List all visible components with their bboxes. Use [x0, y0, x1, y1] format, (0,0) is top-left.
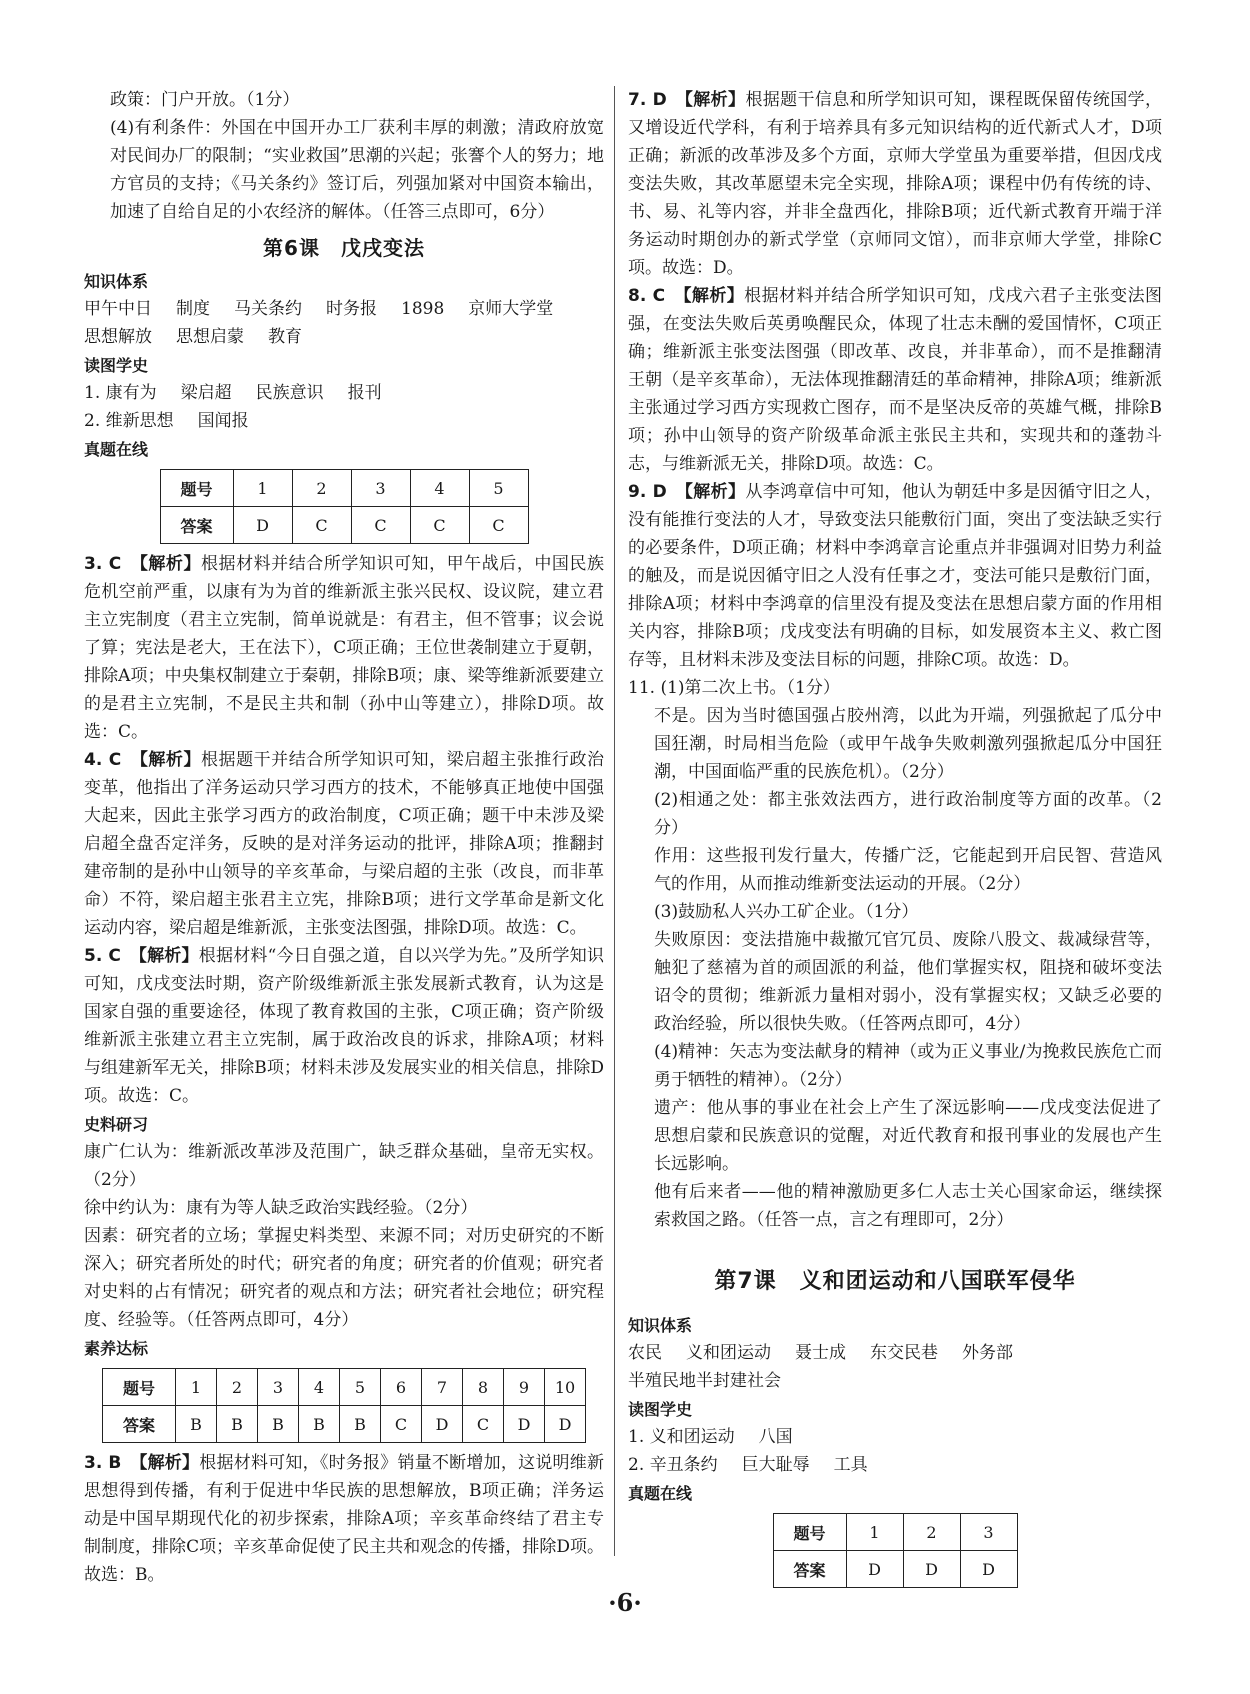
table-cell: 5 [340, 1369, 381, 1406]
table-cell: 7 [422, 1369, 463, 1406]
keyword: 梁启超 [180, 383, 232, 403]
section-heading-sources: 史料研习 [84, 1115, 149, 1134]
table-cell: C [381, 1406, 422, 1443]
item-label: 4. C 【解析】 [84, 750, 201, 770]
keyword-line [84, 407, 604, 435]
keyword: 思想解放 [84, 327, 152, 347]
item-label: 3. B 【解析】 [84, 1453, 200, 1473]
keyword: 民族意识 [255, 383, 324, 403]
table-cell: D [960, 1551, 1017, 1588]
explanation-item [84, 746, 604, 942]
item-text: 根据材料并结合所学知识可知，甲午战后，中国民族危机空前严重，以康有为为首的维新派主张兴民权、设议院，建立君主立宪制度（君主立宪制，简单说就是：有君主，但不管事；议会说了算；宪法是老大，王在法下），C项正确；王位世袭制建立于夏朝，排除A项；中央集权制建立于秦朝，排除B项；康、梁等维新派要建立的是君主立宪制，不是民主共和制（孙中山等建立），排除D项。故选：C。 [84, 554, 604, 742]
keyword-line [628, 1339, 1162, 1367]
table-cell: 8 [463, 1369, 504, 1406]
answer-line: (3)鼓励私人兴办工矿企业。（1分） [654, 902, 919, 922]
table-cell: B [217, 1406, 258, 1443]
item-label: 9. D 【解析】 [628, 482, 746, 502]
table-cell: B [299, 1406, 340, 1443]
answer-line: 他有后来者——他的精神激励更多仁人志士关心国家命运，继续探索救国之路。（任答一点，言之有理即可，2分） [654, 1182, 1162, 1230]
explanation-item [628, 86, 1162, 282]
keyword-line [628, 1423, 1162, 1451]
keyword: 制度 [176, 299, 210, 319]
table-cell: C [292, 507, 351, 544]
keyword-line [628, 1367, 1162, 1395]
keyword-line [628, 1451, 1162, 1479]
keyword: 国闻报 [197, 411, 249, 431]
keyword: 1. 康有为 [84, 383, 157, 403]
explanation-item [628, 478, 1162, 674]
table-cell: C [469, 507, 528, 544]
answer-line: 作用：这些报刊发行量大，传播广泛，它能起到开启民智、营造风气的作用，从而推动维新变法运动的开展。（2分） [654, 846, 1162, 894]
table-header-cell: 题号 [773, 1514, 846, 1551]
keyword-line [84, 295, 604, 323]
keyword: 报刊 [347, 383, 382, 403]
keyword: 思想启蒙 [176, 327, 244, 347]
section-heading-image: 读图学史 [628, 1400, 693, 1419]
item-text: 根据材料可知，《时务报》销量不断增加，这说明维新思想得到传播，有利于促进中华民族的思想解放，B项正确；洋务运动是中国早期现代化的初步探索，排除A项；辛亥革命终结了君主专制制度，排除C项；辛亥革命促使了民主共和观念的传播，排除D项。故选：B。 [84, 1453, 604, 1585]
table-cell: 3 [351, 470, 410, 507]
table-header-cell: 答案 [103, 1406, 176, 1443]
keyword: 聂士成 [795, 1343, 846, 1363]
table-cell: 1 [846, 1514, 903, 1551]
table-cell: 4 [410, 470, 469, 507]
item-text: 根据题干并结合所学知识可知，梁启超主张推行政治变革，他指出了洋务运动只学习西方的技术，不能够真正地使中国强大起来，因此主张学习西方的政治制度，C项正确；题干中未涉及梁启超全盘否定洋务，反映的是对洋务运动的批评，排除A项；推翻封建帝制的是孙中山领导的辛亥革命，与梁启超的主张（改良，而非革命）不符，梁启超主张君主立宪，排除B项；进行文学革命是新文化运动内容，梁启超是维新派，主张变法图强，排除D项。故选：C。 [84, 750, 604, 938]
table-cell: 2 [217, 1369, 258, 1406]
keyword: 教育 [268, 327, 302, 347]
table-cell: B [340, 1406, 381, 1443]
item-label: 3. C 【解析】 [84, 554, 201, 574]
table-cell: 3 [960, 1514, 1017, 1551]
table-cell: D [545, 1406, 586, 1443]
item-label: 8. C 【解析】 [628, 286, 745, 306]
table-cell: C [463, 1406, 504, 1443]
keyword: 京师大学堂 [468, 299, 554, 319]
answer-line: 不是。因为当时德国强占胶州湾，以此为开端，列强掀起了瓜分中国狂潮，时局相当危险（或甲午战争失败刺激列强掀起瓜分中国狂潮，中国面临严重的民族危机）。（2分） [654, 706, 1162, 782]
table-cell: C [351, 507, 410, 544]
item-text: 从李鸿章信中可知，他认为朝廷中多是因循守旧之人，没有能推行变法的人才，导致变法只能敷衍门面，突出了变法缺乏实行的必要条件，D项正确；材料中李鸿章言论重点并非强调对旧势力利益的触及，而是说因循守旧之人没有任事之才，变法可能只是敷衍门面，排除A项；材料中李鸿章的信里没有提及变法在思想启蒙方面的作用相关内容，排除B项；戊戌变法有明确的目标，如发展资本主义、救亡图存等，且材料未涉及变法目标的问题，排除C项。故选：D。 [628, 482, 1163, 670]
table-header-cell: 题号 [103, 1369, 176, 1406]
keyword: 2. 辛丑条约 [628, 1455, 718, 1475]
lesson-7-title: 第7课 义和团运动和八国联军侵华 [714, 1269, 1076, 1294]
table-header-cell: 答案 [773, 1551, 846, 1588]
keyword: 八国 [758, 1427, 793, 1447]
right-column [628, 86, 1162, 1594]
paragraph: 徐中约认为：康有为等人缺乏政治实践经验。（2分） [84, 1198, 478, 1218]
keyword: 巨大耻辱 [741, 1455, 810, 1475]
answer-line: 11. (1)第二次上书。（1分） [628, 678, 840, 698]
keyword: 工具 [833, 1455, 868, 1475]
keyword: 外务部 [962, 1343, 1013, 1363]
paragraph: 因素：研究者的立场；掌握史料类型、来源不同；对历史研究的不断深入；研究者所处的时代；研究者的角度；研究者的价值观；研究者对史料的占有情况；研究者的观点和方法；研究者社会地位；研究程度、经验等。（任答两点即可，4分） [84, 1226, 604, 1330]
table-cell: 1 [176, 1369, 217, 1406]
paragraph: (4)有利条件：外国在中国开办工厂获利丰厚的刺激；清政府放宽对民间办厂的限制；“实业救国”思潮的兴起；张謇个人的努力；地方官员的支持；《马关条约》签订后，列强加紧对中国资本输出，加速了自给自足的小农经济的解体。（任答三点即可，6分） [110, 118, 604, 222]
keyword: 1898 [401, 299, 445, 319]
section-heading-knowledge: 知识体系 [628, 1316, 693, 1335]
table-header-cell: 答案 [160, 507, 233, 544]
table-cell: 1 [233, 470, 292, 507]
section-heading-knowledge: 知识体系 [84, 272, 149, 291]
keyword: 东交民巷 [870, 1343, 938, 1363]
keyword: 时务报 [326, 299, 377, 319]
item-text: 根据材料并结合所学知识可知，戊戌六君子主张变法图强，在变法失败后英勇唤醒民众，体现了壮志未酬的爱国情怀，C项正确；维新派主张变法图强（即改革、改良，并非革命），而不是推翻清王朝（是辛亥革命），无法体现推翻清廷的革命精神，排除A项；维新派主张通过学习西方实现救亡图存，而不是坚决反帝的英雄气概，排除B项；孙中山领导的资产阶级革命派主张民主共和，实现共和的蓬勃斗志，与维新派无关，排除D项。故选：C。 [628, 286, 1162, 474]
table-cell: D [846, 1551, 903, 1588]
keyword: 马关条约 [234, 299, 302, 319]
table-cell: 6 [381, 1369, 422, 1406]
answer-line: (2)相通之处：都主张效法西方，进行政治制度等方面的改革。（2分） [654, 790, 1162, 838]
keyword: 2. 维新思想 [84, 411, 174, 431]
paragraph: 政策：门户开放。（1分） [110, 90, 300, 110]
answer-line: (4)精神：矢志为变法献身的精神（或为正义事业/为挽救民族危亡而勇于牺牲的精神）。（2分） [654, 1042, 1162, 1090]
table-cell: 4 [299, 1369, 340, 1406]
paragraph: 康广仁认为：维新派改革涉及范围广，缺乏群众基础，皇帝无实权。（2分） [84, 1142, 604, 1190]
answer-table [773, 1513, 1018, 1588]
table-cell: D [233, 507, 292, 544]
table-cell: 3 [258, 1369, 299, 1406]
table-cell: D [422, 1406, 463, 1443]
explanation-item [84, 1449, 604, 1589]
section-heading-image: 读图学史 [84, 356, 149, 375]
table-cell: B [258, 1406, 299, 1443]
table-cell: 5 [469, 470, 528, 507]
explanation-item [84, 942, 604, 1110]
left-column [84, 86, 604, 1589]
answer-line: 失败原因：变法措施中裁撤冗官冗员、废除八股文、裁减绿营等，触犯了慈禧为首的顽固派的利益，他们掌握实权，阻挠和破坏变法诏令的贯彻；维新派力量相对弱小，没有掌握实权；又缺乏必要的政治经验，所以很快失败。（任答两点即可，4分） [654, 930, 1162, 1034]
lesson-6-title: 第6课 戊戌变法 [263, 236, 425, 260]
answer-table [102, 1368, 586, 1443]
table-cell: 2 [292, 470, 351, 507]
keyword-line [84, 379, 604, 407]
table-cell: B [176, 1406, 217, 1443]
keyword-line [84, 323, 604, 351]
item-text: 根据材料“今日自强之道，自以兴学为先。”及所学知识可知，戊戌变法时期，资产阶级维新派主张发展新式教育，认为这是国家自强的重要途径，体现了教育救国的主张，C项正确；资产阶级维新派主张建立君主立宪制，属于政治改良的诉求，排除A项；材料与组建新军无关，排除B项；材料未涉及发展实业的相关信息，排除D项。故选：C。 [84, 946, 604, 1106]
table-cell: D [903, 1551, 960, 1588]
table-cell: 9 [504, 1369, 545, 1406]
table-cell: C [410, 507, 469, 544]
explanation-item [84, 550, 604, 746]
section-heading-exam: 真题在线 [628, 1484, 693, 1503]
section-heading-exam: 真题在线 [84, 440, 149, 459]
keyword: 甲午中日 [84, 299, 152, 319]
answer-table [160, 469, 529, 544]
answer-line: 遗产：他从事的事业在社会上产生了深远影响——戊戌变法促进了思想启蒙和民族意识的觉醒，对近代教育和报刊事业的发展也产生长远影响。 [654, 1098, 1162, 1174]
item-text: 根据题干信息和所学知识可知，课程既保留传统国学，又增设近代学科，有利于培养具有多元知识结构的近代新式人才，D项正确；新派的改革涉及多个方面，京师大学堂虽为重要举措，但因戊戌变法失败，其改革愿望未完全实现，排除A项；课程中仍有传统的诗、书、易、礼等内容，并非全盘西化，排除B项；近代新式教育开端于洋务运动时期创办的新式学堂（京师同文馆），而非京师大学堂，排除C项。故选：D。 [628, 90, 1163, 278]
explanation-item [628, 282, 1162, 478]
table-header-cell: 题号 [160, 470, 233, 507]
table-cell: 2 [903, 1514, 960, 1551]
keyword: 义和团运动 [686, 1343, 771, 1363]
column-divider [614, 86, 615, 1556]
keyword: 1. 义和团运动 [628, 1427, 735, 1447]
table-cell: D [504, 1406, 545, 1443]
table-cell: 10 [545, 1369, 586, 1406]
keyword: 农民 [628, 1343, 662, 1363]
keyword: 半殖民地半封建社会 [628, 1371, 781, 1391]
section-heading-literacy: 素养达标 [84, 1339, 149, 1358]
item-label: 5. C 【解析】 [84, 946, 199, 966]
page-number: ·6· [608, 1588, 642, 1617]
item-label: 7. D 【解析】 [628, 90, 746, 110]
